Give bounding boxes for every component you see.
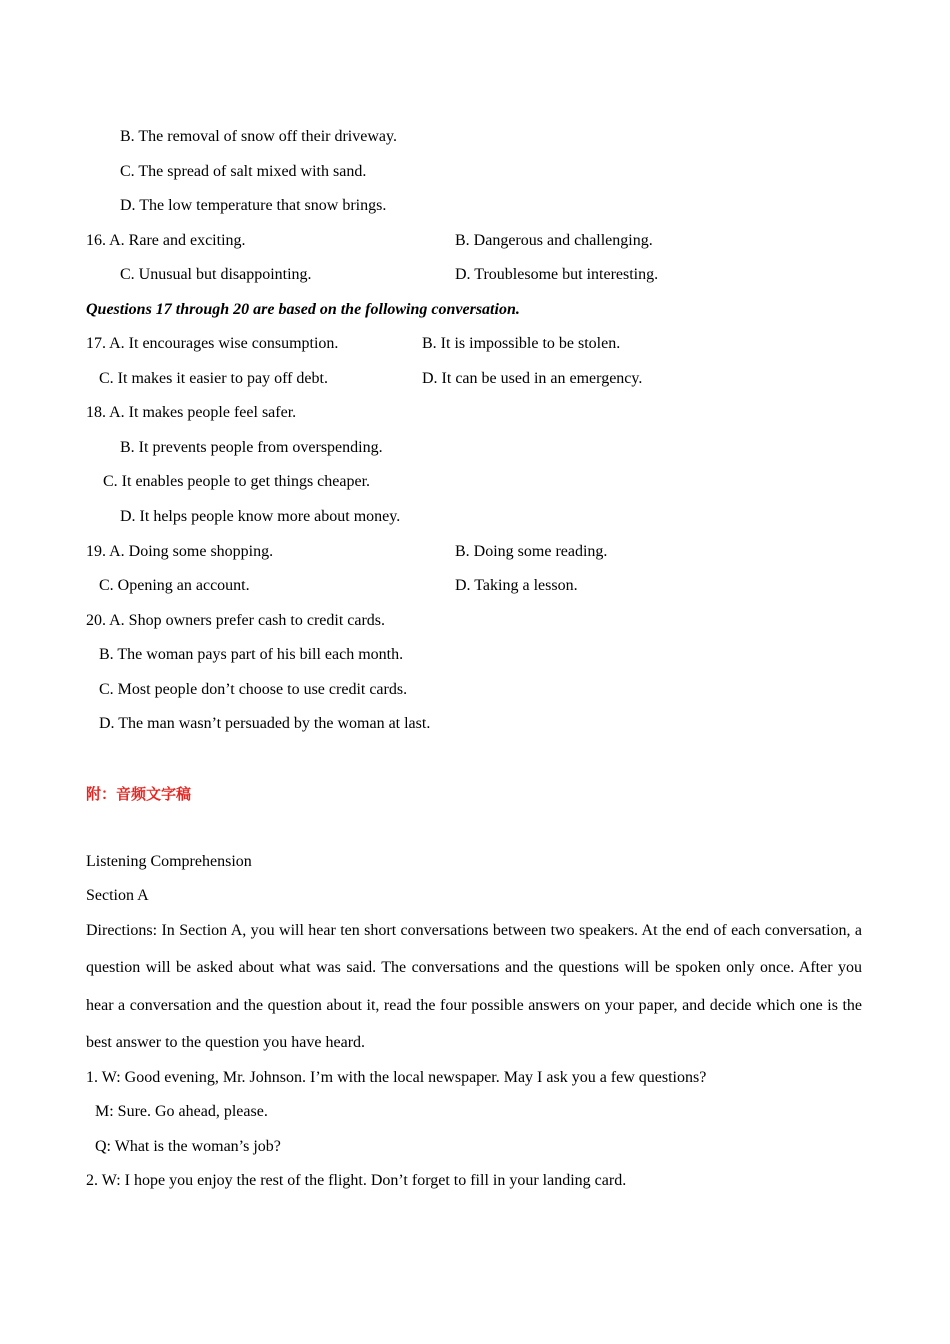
q15-option-b: B. The removal of snow off their driveway. — [120, 128, 397, 145]
transcript-line: Q: What is the woman’s job? — [95, 1138, 281, 1155]
q17-option-d: D. It can be used in an emergency. — [422, 370, 643, 387]
transcript-line: M: Sure. Go ahead, please. — [95, 1103, 268, 1120]
q18-option-c: C. It enables people to get things cheaper. — [103, 473, 371, 490]
q19-option-b: B. Doing some reading. — [455, 543, 608, 560]
q19-option-d: D. Taking a lesson. — [455, 577, 578, 594]
q18-option-b: B. It prevents people from overspending. — [120, 439, 383, 456]
section-heading: Questions 17 through 20 are based on the following conversation. — [86, 301, 520, 318]
q17-option-b: B. It is impossible to be stolen. — [422, 335, 621, 352]
q20-option-c: C. Most people don’t choose to use credit cards. — [99, 681, 408, 698]
q18-option-a: 18. A. It makes people feel safer. — [86, 404, 297, 421]
q20-option-d: D. The man wasn’t persuaded by the woman at last. — [99, 715, 431, 732]
q16-option-d: D. Troublesome but interesting. — [455, 266, 659, 283]
q15-option-c: C. The spread of salt mixed with sand. — [120, 163, 367, 180]
q16-option-a: 16. A. Rare and exciting. — [86, 232, 246, 249]
q16-option-c: C. Unusual but disappointing. — [120, 266, 312, 283]
q19-option-a: 19. A. Doing some shopping. — [86, 543, 274, 560]
q20-option-a: 20. A. Shop owners prefer cash to credit cards. — [86, 612, 386, 629]
q20-option-b: B. The woman pays part of his bill each month. — [99, 646, 404, 663]
appendix-label: 附：音频文字稿 — [86, 785, 192, 803]
q18-option-d: D. It helps people know more about money. — [120, 508, 401, 525]
transcript-section: Section A — [86, 887, 149, 904]
transcript-line: 2. W: I hope you enjoy the rest of the flight. Don’t forget to fill in your landing card. — [86, 1172, 627, 1189]
transcript-title: Listening Comprehension — [86, 853, 252, 870]
transcript-line: 1. W: Good evening, Mr. Johnson. I’m with the local newspaper. May I ask you a few questions? — [86, 1069, 707, 1086]
q15-option-d: D. The low temperature that snow brings. — [120, 197, 387, 214]
q17-option-a: 17. A. It encourages wise consumption. — [86, 335, 339, 352]
q17-option-c: C. It makes it easier to pay off debt. — [99, 370, 328, 387]
transcript-directions: Directions: In Section A, you will hear ten short conversations between two speakers. At the end of each conversation, a question will be asked about what was said. The conversations and the questions will be spoken only once. After you hear a conversation and the question about it, read the four possible answers on your paper, and decide which one is the best answer to the question you have heard. — [86, 922, 862, 1051]
q16-option-b: B. Dangerous and challenging. — [455, 232, 653, 249]
q19-option-c: C. Opening an account. — [99, 577, 250, 594]
